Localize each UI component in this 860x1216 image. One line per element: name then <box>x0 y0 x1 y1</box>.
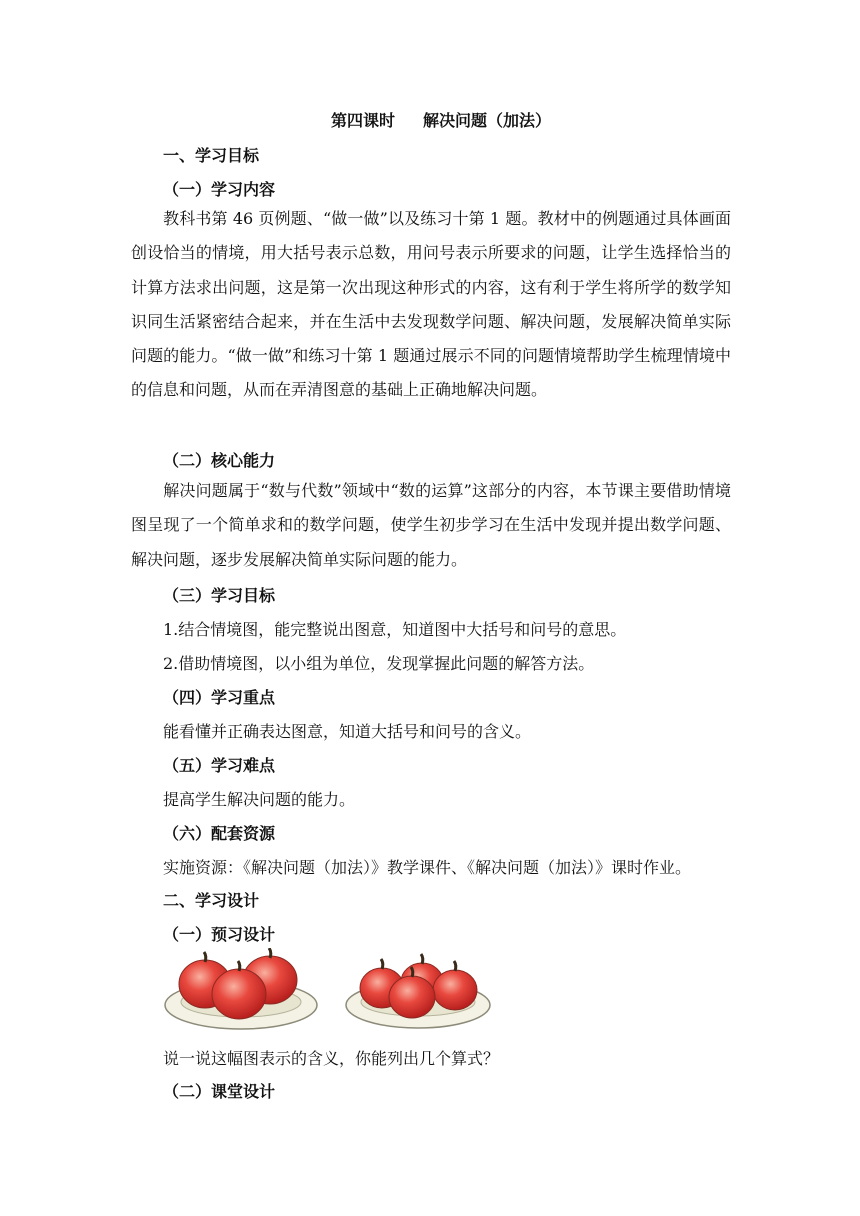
subheading-focus: （四）学习重点 <box>163 688 276 707</box>
paragraph-content-text: 教科书第 46 页例题、“做一做”以及练习十第 1 题。教材中的例题通过具体画面创设恰当的情境，用大括号表示总数，用问号表示所要求的问题，让学生选择恰当的计算方法求出问题，这是第一次出现这种形式的内容，这有利于学生将所学的数学知识同生活紧密结合起来，并在生活中去发现数学问题、解决问题，发展解决简单实际问题的能力。“做一做”和练习十第 1 题通过展示不同的问题情境帮助学生梳理情境中的信息和问题，从而在弄清图意的基础上正确地解决问题。 <box>131 209 731 400</box>
section-heading-goals: 一、学习目标 <box>163 146 260 165</box>
subheading-ability: （二）核心能力 <box>163 451 276 470</box>
subheading-preview: （一）预习设计 <box>163 925 276 944</box>
target-item-2: 2.借助情境图，以小组为单位，发现掌握此问题的解答方法。 <box>163 654 595 673</box>
apple-plates-illustration <box>160 948 500 1038</box>
section-heading-design: 二、学习设计 <box>163 891 260 910</box>
subheading-content: （一）学习内容 <box>163 180 276 199</box>
paragraph-question: 说一说这幅图表示的含义，你能列出几个算式？ <box>163 1049 500 1068</box>
paragraph-resources: 实施资源：《解决问题（加法）》教学课件、《解决问题（加法）》课时作业。 <box>163 858 692 877</box>
subheading-class: （二）课堂设计 <box>163 1082 276 1101</box>
subheading-target: （三）学习目标 <box>163 586 276 605</box>
paragraph-ability-text: 解决问题属于“数与代数”领域中“数的运算”这部分的内容，本节课主要借助情境图呈现了一个简单求和的数学问题，使学生初步学习在生活中发现并提出数学问题、解决问题，逐步发展解决简单实际问题的能力。 <box>131 481 731 569</box>
paragraph-focus: 能看懂并正确表达图意，知道大括号和问号的含义。 <box>163 722 532 741</box>
subheading-difficulty: （五）学习难点 <box>163 756 276 775</box>
subheading-resources: （六）配套资源 <box>163 824 276 843</box>
paragraph-content <box>131 202 731 408</box>
lesson-title-part1: 第四课时 <box>331 111 396 130</box>
lesson-title <box>331 111 551 131</box>
paragraph-difficulty: 提高学生解决问题的能力。 <box>163 790 356 809</box>
lesson-title-part2: 解决问题（加法） <box>423 111 552 130</box>
apple-icon <box>433 961 477 1010</box>
target-item-1: 1.结合情境图，能完整说出图意，知道图中大括号和问号的意思。 <box>163 620 627 639</box>
paragraph-ability <box>131 474 731 577</box>
